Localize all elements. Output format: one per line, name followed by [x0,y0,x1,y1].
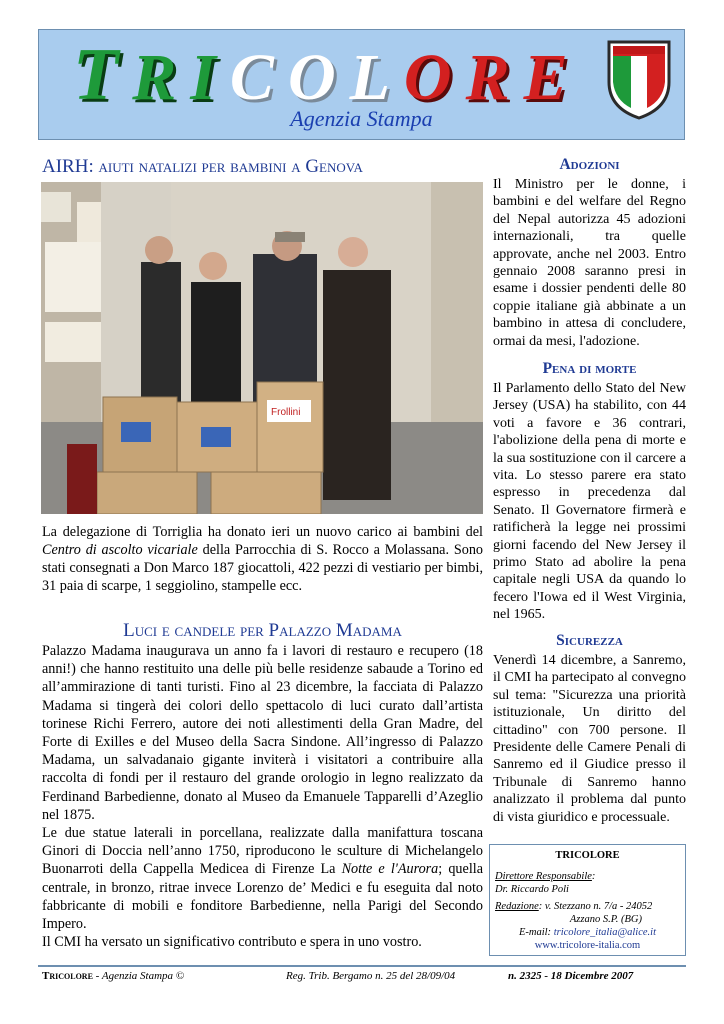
photo-caption: La delegazione di Torriglia ha donato ieri un nuovo carico ai bambini del Centro di ascolto vicariale della Parrocchia di S. Rocco a Molassana. Sono stati consegnati a Don Marco 187 giocattoli, 422 pezzi di vestiario per bimbi, 31 paia di scarpe, 1 seggiolino, stampelle ecc. [42,524,484,594]
masthead [38,29,685,140]
colophon-box: TRICOLORE Direttore Responsabile: Dr. Riccardo Poli Redazione: v. Stezzano n. 7/a - 24052 Azzano S.P. (BG) E-mail: tricolore_italia@alice.it www.tricolore-italia.com [489,844,686,956]
adozioni-section [493,156,686,350]
masthead-subtitle: Agenzia Stampa [290,106,433,131]
footer-issue: n. 2325 - 18 Dicembre 2007 [508,970,634,982]
colophon-title: TRICOLORE [555,850,620,861]
address-line: Azzano S.P. (BG) [569,914,642,925]
sicurezza-section [493,632,686,826]
box-label: Frollini [271,407,301,418]
section-text: Il Ministro per le donne, i bambini e del welfare del Regno del Nepal autorizza 45 adozioni internazionali, tra quelle approvate, anche nel 2003. Entro gennaio 2008 saranno presi in esame i dossier pendenti delle 80 coppie italiane già abbinate a un bambino in attesa di concludere, ormai da mesi, l'adozione. [493,177,686,349]
paragraph: Il CMI ha versato un significativo contributo e spera in uno vostro. [42,934,422,951]
footer-divider [38,965,686,967]
website-link[interactable]: www.tricolore-italia.com [534,940,641,951]
section-text: Il Parlamento dello Stato del New Jersey (USA) ha stabilito, con 44 voti a favore e 36 contrari, l'abolizione della pena di morte e la sua sostituzione con il carcere a vita. Lo stesso parere era stato espresso in precedenza dal Senato. Il Governatore firmerà e ratificherà la legge nei prossimi giorni facendo del New Jersey il primo Stato ad abolire la pena capitale negli USA da quando lo fecero l'Iowa ed il West Virginia, nel 1965. [493,381,686,623]
section-heading: Sicurezza [556,632,623,649]
pena-di-morte-section [493,360,686,624]
second-article-title: Luci e candele per Palazzo Madama [123,620,402,641]
masthead-title: TRICOLORE [73,34,582,116]
paragraph: Palazzo Madama inaugurava un anno fa i lavori di restauro e recupero (18 anni!) che hanno restituito una delle più belle residenze sabaude a Torino ed all’ammirazione di tanti turisti. Fino al 23 dicembre, la facciata di Palazzo Madama si tingerà dei colori dello spettacolo di luci curato dall’artista torinese Richi Ferrero, autore dei noti allestimenti della Gran Madre, del Forte di Exilles e del Museo della Sacra Sindone. All’ingresso di Palazzo Madama, un salvadanaio gigante inviterà i visitatori a contribuire alla raccolta di fondi per il restauro del grande orologio in legno realizzato da Ferdinand Barbedienne, donato al Museo da Emanuele Tapparelli d’Azeglio nel 1875. [42,643,483,823]
section-heading: Adozioni [559,156,620,173]
redazione-label: Redazione [495,901,539,912]
photo-group-with-boxes-icon [41,182,483,514]
director-label: Direttore Responsabile [495,871,592,882]
paragraph: Le due statue laterali in porcellana, realizzate dalla manifattura toscana Ginori di Doccia nell’anno 1750, riproducono le sculture di Michelangelo Buonarroti della Cappella Medicea di Firenze La Notte e l'Aurora; quella centrale, in bronzo, ritrae invece Lorenzo de’ Medici e fu eseguita dal noto fabbricante di mobili e fonditore Barbedienne, nella Parigi del Secondo Impero. [42,825,483,933]
main-article-title: AIRH: aiuti natalizi per bambini a Genova [42,156,363,177]
section-heading: Pena di morte [542,360,637,377]
director-name: Dr. Riccardo Poli [495,884,569,895]
footer-registration: Reg. Trib. Bergamo n. 25 del 28/09/04 [286,970,456,982]
email-link[interactable]: tricolore_italia@alice.it [553,927,656,938]
section-text: Venerdì 14 dicembre, a Sanremo, il CMI ha partecipato al convegno sul tema: "Sicurezza una priorità istituzionale, Un diritto del cittadino" con 700 persone. Il Presidente delle Camere Penali di Sanremo ed il Giudice presso il Tribunale di Sanremo hanno analizzato il problema dal punto di vista giuridico e processuale. [493,653,686,825]
article-photo [41,182,483,514]
italian-flag-shield-icon [605,38,673,120]
second-article-body [42,642,483,951]
footer-brand: Tricolore - Agenzia Stampa © [42,970,185,982]
